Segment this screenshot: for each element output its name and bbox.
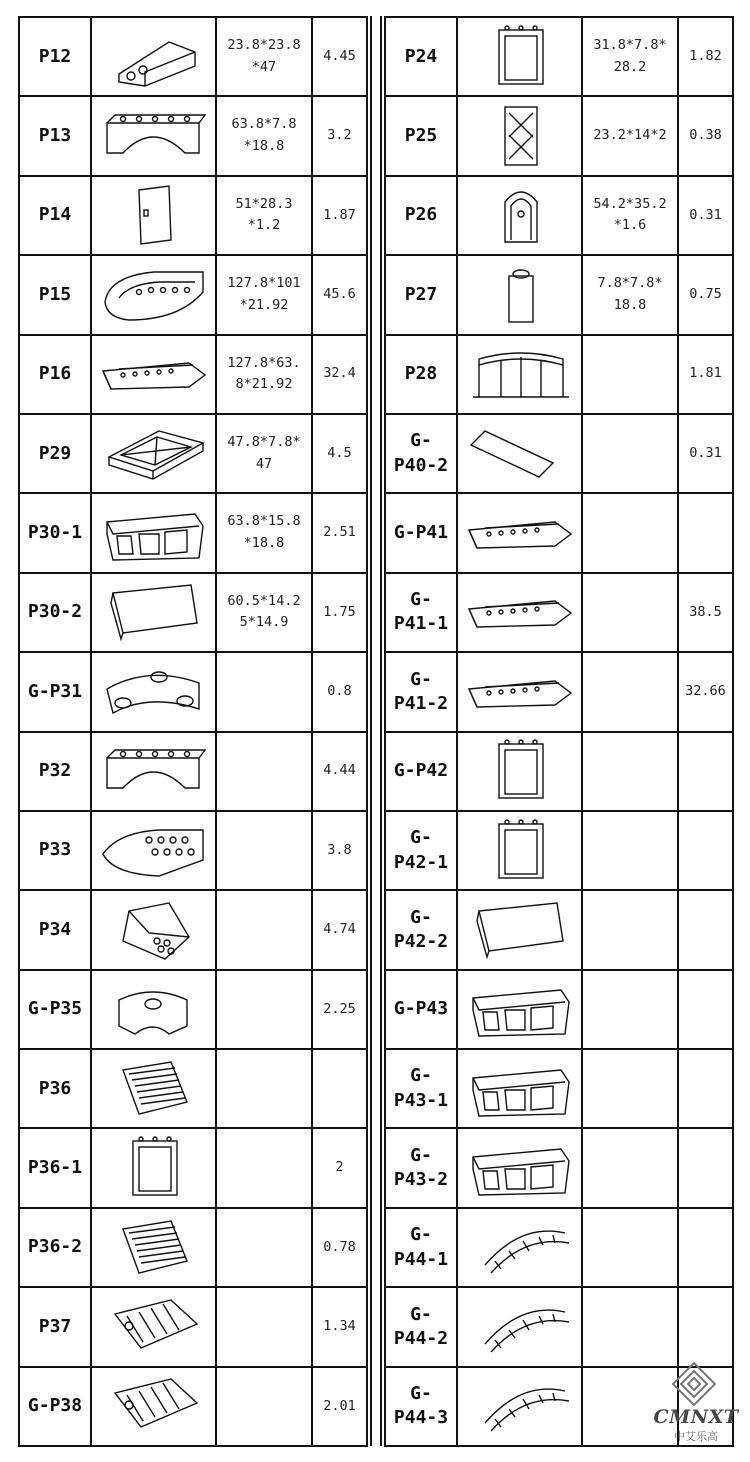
part-code <box>385 1367 457 1446</box>
part-code <box>385 1208 457 1287</box>
part-code-line: G- <box>410 589 432 611</box>
part-image <box>91 652 216 731</box>
dimension-line: 63.8*15.8 <box>227 513 301 530</box>
table-row <box>19 176 367 255</box>
part-weight <box>678 1128 733 1207</box>
part-weight: 1.87 <box>312 176 367 255</box>
table-row <box>385 1208 733 1287</box>
table-row <box>385 17 733 96</box>
track-icon <box>465 1294 575 1360</box>
table-row <box>19 1128 367 1207</box>
panel-icon <box>465 897 575 963</box>
part-dimensions <box>216 1128 312 1207</box>
window-frame-icon <box>99 1135 209 1201</box>
part-code-line: G- <box>410 906 432 928</box>
part-dimensions <box>216 335 312 414</box>
ladder-icon <box>99 1294 209 1360</box>
part-weight: 32.4 <box>312 335 367 414</box>
part-weight: 3.2 <box>312 96 367 175</box>
part-code <box>385 652 457 731</box>
part-code-line: P15 <box>38 283 72 305</box>
curved-brick-icon <box>99 659 209 725</box>
part-code-line: P32 <box>38 760 72 782</box>
part-code <box>385 96 457 175</box>
table-row <box>19 811 367 890</box>
part-code <box>385 255 457 334</box>
part-weight: 2 <box>312 1128 367 1207</box>
part-dimensions <box>216 573 312 652</box>
table-row <box>19 335 367 414</box>
table-row <box>19 573 367 652</box>
part-dimensions <box>582 890 678 969</box>
part-code-line: P13 <box>38 124 72 146</box>
part-code <box>19 970 91 1049</box>
part-code <box>385 17 457 96</box>
fence-icon <box>465 341 575 407</box>
part-weight <box>678 1287 733 1366</box>
window-frame-icon <box>465 738 575 804</box>
part-code <box>19 1287 91 1366</box>
table-row <box>385 1128 733 1207</box>
dimension-line: 23.8*23.8 <box>227 37 301 54</box>
part-weight: 0.8 <box>312 652 367 731</box>
window-frame-icon <box>465 24 575 90</box>
part-image <box>91 176 216 255</box>
part-code-line: P25 <box>404 124 438 146</box>
part-dimensions <box>216 732 312 811</box>
part-dimensions <box>216 970 312 1049</box>
part-code <box>385 493 457 572</box>
part-weight: 4.5 <box>312 414 367 493</box>
watermark-brand: CMNXT <box>653 1406 739 1428</box>
part-code-line: P16 <box>38 363 72 385</box>
boat-hull-icon <box>99 341 209 407</box>
table-row <box>385 970 733 1049</box>
part-image <box>91 96 216 175</box>
part-code <box>385 414 457 493</box>
part-image <box>457 1367 582 1446</box>
part-dimensions <box>582 1128 678 1207</box>
table-row <box>19 970 367 1049</box>
wedge-plate-icon <box>99 818 209 884</box>
part-weight <box>678 732 733 811</box>
part-code <box>19 414 91 493</box>
track-icon <box>465 1373 575 1439</box>
part-image <box>91 414 216 493</box>
dimension-line: *47 <box>251 58 277 75</box>
boat-bow-icon <box>99 262 209 328</box>
part-weight: 4.74 <box>312 890 367 969</box>
part-code <box>19 17 91 96</box>
part-code-line: P41-1 <box>393 613 449 635</box>
dimension-line: 47.8*7.8* <box>227 434 301 451</box>
part-code-line: P42-1 <box>393 851 449 873</box>
part-weight: 1.82 <box>678 17 733 96</box>
dimension-line: *18.8 <box>243 535 285 552</box>
part-code <box>385 890 457 969</box>
part-code <box>19 335 91 414</box>
arch-brick-icon <box>99 103 209 169</box>
part-code-line: G- <box>410 1224 432 1246</box>
part-dimensions <box>216 414 312 493</box>
part-weight: 4.44 <box>312 732 367 811</box>
part-code-line: G- <box>410 1144 432 1166</box>
table-row <box>385 732 733 811</box>
windscreen-icon <box>465 976 575 1042</box>
part-weight: 0.78 <box>312 1208 367 1287</box>
dimension-line: 60.5*14.2 <box>227 592 301 609</box>
part-weight: 2.01 <box>312 1367 367 1446</box>
table-row <box>385 255 733 334</box>
ladder-icon <box>99 1373 209 1439</box>
part-code-line: P14 <box>38 204 72 226</box>
part-dimensions <box>582 573 678 652</box>
part-weight <box>678 890 733 969</box>
part-dimensions <box>582 17 678 96</box>
part-dimensions <box>216 890 312 969</box>
part-image <box>457 732 582 811</box>
part-weight <box>678 1208 733 1287</box>
track-icon <box>465 1215 575 1281</box>
part-dimensions <box>582 493 678 572</box>
table-row <box>385 96 733 175</box>
part-image <box>91 970 216 1049</box>
watermark-sub: 中艾乐高 <box>674 1430 718 1443</box>
shutter-icon <box>99 1056 209 1122</box>
dimension-line: 18.8 <box>613 296 647 313</box>
part-image <box>457 970 582 1049</box>
part-weight: 1.34 <box>312 1287 367 1366</box>
part-code <box>19 652 91 731</box>
parts-table-right <box>384 16 734 1447</box>
table-row <box>19 652 367 731</box>
part-code-line: G- <box>410 1383 432 1405</box>
part-image <box>457 1208 582 1287</box>
slope-corner-icon <box>99 897 209 963</box>
part-code <box>19 96 91 175</box>
dimension-line: 5*14.9 <box>239 614 289 631</box>
table-row <box>19 1367 367 1446</box>
part-dimensions <box>582 1049 678 1128</box>
part-dimensions <box>582 970 678 1049</box>
windscreen-icon <box>465 1056 575 1122</box>
part-dimensions <box>216 176 312 255</box>
double-column-divider <box>368 16 384 1446</box>
part-image <box>457 1049 582 1128</box>
part-code <box>385 970 457 1049</box>
table-row <box>19 96 367 175</box>
part-image <box>457 335 582 414</box>
table-row <box>385 890 733 969</box>
part-image <box>457 96 582 175</box>
part-code-line: P33 <box>38 839 72 861</box>
door-panel-icon <box>99 182 209 248</box>
part-image <box>457 1128 582 1207</box>
part-weight: 32.66 <box>678 652 733 731</box>
slope-brick-icon <box>99 24 209 90</box>
part-dimensions <box>216 1208 312 1287</box>
part-code <box>19 1049 91 1128</box>
part-code-line: P34 <box>38 918 72 940</box>
part-image <box>91 890 216 969</box>
part-code <box>19 493 91 572</box>
dimension-line: 54.2*35.2 <box>593 195 667 212</box>
table-row <box>385 176 733 255</box>
table-row <box>19 732 367 811</box>
part-dimensions <box>582 96 678 175</box>
part-code-line: P43-1 <box>393 1089 449 1111</box>
part-code <box>385 176 457 255</box>
part-dimensions <box>582 652 678 731</box>
part-dimensions <box>582 1287 678 1366</box>
part-image <box>91 732 216 811</box>
part-dimensions <box>216 652 312 731</box>
part-dimensions <box>216 255 312 334</box>
part-image <box>91 493 216 572</box>
parts-table-left <box>18 16 368 1447</box>
part-weight: 1.81 <box>678 335 733 414</box>
part-dimensions <box>216 1049 312 1128</box>
parts-sheet <box>18 16 732 1446</box>
part-code-line: P44-2 <box>393 1327 449 1349</box>
dimension-line: 28.2 <box>613 58 647 75</box>
dimension-line: 51*28.3 <box>235 195 293 212</box>
part-dimensions <box>582 176 678 255</box>
part-weight: 4.45 <box>312 17 367 96</box>
windscreen-icon <box>99 500 209 566</box>
part-code <box>19 573 91 652</box>
part-code <box>385 335 457 414</box>
part-dimensions <box>582 1208 678 1287</box>
shutter-icon <box>99 1215 209 1281</box>
table-row <box>385 414 733 493</box>
part-dimensions <box>582 414 678 493</box>
part-image <box>91 811 216 890</box>
part-image <box>457 890 582 969</box>
part-weight: 38.5 <box>678 573 733 652</box>
part-code-line: P24 <box>404 45 438 67</box>
dimension-line: 127.8*101 <box>227 275 301 292</box>
dimension-line: 127.8*63. <box>227 354 301 371</box>
table-row <box>19 17 367 96</box>
part-code-line: G- <box>410 827 432 849</box>
part-dimensions <box>582 255 678 334</box>
part-dimensions <box>216 811 312 890</box>
part-code-line: G-P35 <box>27 998 83 1020</box>
part-weight: 2.25 <box>312 970 367 1049</box>
window-frame-icon <box>465 818 575 884</box>
table-row <box>385 1287 733 1366</box>
part-code <box>385 1128 457 1207</box>
brick-1x1-icon <box>465 262 575 328</box>
part-dimensions <box>216 493 312 572</box>
part-code-line: P36 <box>38 1077 72 1099</box>
part-code-line: P42-2 <box>393 930 449 952</box>
table-row <box>385 573 733 652</box>
part-image <box>457 811 582 890</box>
part-code <box>385 573 457 652</box>
part-code-line: G-P41 <box>393 521 449 543</box>
part-image <box>457 176 582 255</box>
dimension-line: *1.2 <box>247 217 281 234</box>
part-dimensions <box>582 811 678 890</box>
part-code-line: P36-2 <box>27 1236 83 1258</box>
table-row <box>19 890 367 969</box>
part-weight: 1.75 <box>312 573 367 652</box>
part-code-line: P29 <box>38 442 72 464</box>
dimension-line: 8*21.92 <box>235 376 293 393</box>
part-dimensions <box>216 96 312 175</box>
table-row <box>19 493 367 572</box>
arched-door-icon <box>465 182 575 248</box>
part-dimensions <box>582 335 678 414</box>
dimension-line: *1.6 <box>613 217 647 234</box>
dimension-line: *18.8 <box>243 138 285 155</box>
part-dimensions <box>216 1287 312 1366</box>
curved-slope-icon <box>99 976 209 1042</box>
part-weight: 0.38 <box>678 96 733 175</box>
arch-brick-icon <box>99 738 209 804</box>
part-weight <box>312 1049 367 1128</box>
boat-hull-icon <box>465 579 575 645</box>
frame-icon <box>99 421 209 487</box>
lattice-window-icon <box>465 103 575 169</box>
panel-icon <box>99 579 209 645</box>
part-code-line: P30-1 <box>27 521 83 543</box>
part-image <box>91 255 216 334</box>
part-image <box>91 1208 216 1287</box>
part-code <box>19 1128 91 1207</box>
dimension-line: 47 <box>255 455 273 472</box>
dimension-line: 23.2*14*2 <box>593 127 667 144</box>
part-code-line: P37 <box>38 1315 72 1337</box>
part-code-line: G-P31 <box>27 680 83 702</box>
part-code <box>19 1208 91 1287</box>
part-code-line: P27 <box>404 283 438 305</box>
part-image <box>457 1287 582 1366</box>
table-row <box>19 1049 367 1128</box>
table-row <box>19 255 367 334</box>
part-code <box>385 811 457 890</box>
part-code <box>19 811 91 890</box>
part-code-line: G- <box>410 668 432 690</box>
part-weight: 2.51 <box>312 493 367 572</box>
part-weight: 3.8 <box>312 811 367 890</box>
dimension-line: *21.92 <box>239 296 289 313</box>
part-code <box>385 1287 457 1366</box>
table-row <box>385 335 733 414</box>
boat-hull-icon <box>465 500 575 566</box>
part-code-line: P28 <box>404 363 438 385</box>
part-weight <box>678 811 733 890</box>
part-weight <box>678 970 733 1049</box>
dimension-line: 63.8*7.8 <box>231 116 297 133</box>
part-image <box>457 493 582 572</box>
part-image <box>91 573 216 652</box>
part-weight <box>678 493 733 572</box>
part-code <box>385 732 457 811</box>
part-image <box>457 17 582 96</box>
part-code-line: P44-3 <box>393 1407 449 1429</box>
part-code-line: G- <box>410 430 432 452</box>
part-weight: 0.31 <box>678 414 733 493</box>
part-code-line: P41-2 <box>393 692 449 714</box>
part-image <box>91 1128 216 1207</box>
table-row <box>385 493 733 572</box>
part-code <box>19 1367 91 1446</box>
part-code <box>19 890 91 969</box>
part-image <box>91 335 216 414</box>
part-code-line: P40-2 <box>393 454 449 476</box>
part-dimensions <box>582 732 678 811</box>
part-code-line: G-P42 <box>393 760 449 782</box>
part-image <box>457 573 582 652</box>
part-code-line: G- <box>410 1303 432 1325</box>
part-code-line: P44-1 <box>393 1248 449 1270</box>
boat-hull-icon <box>465 659 575 725</box>
part-image <box>457 652 582 731</box>
part-image <box>457 414 582 493</box>
tile-icon <box>465 421 575 487</box>
table-row <box>385 811 733 890</box>
part-image <box>91 1367 216 1446</box>
watermark <box>650 1360 742 1450</box>
dimension-line: 7.8*7.8* <box>597 275 663 292</box>
part-code <box>385 1049 457 1128</box>
part-code-line: G-P43 <box>393 998 449 1020</box>
part-code-line: P26 <box>404 204 438 226</box>
logo-icon <box>670 1360 718 1408</box>
table-row <box>19 1287 367 1366</box>
part-dimensions <box>216 1367 312 1446</box>
part-image <box>457 255 582 334</box>
part-weight: 0.75 <box>678 255 733 334</box>
table-row <box>385 1049 733 1128</box>
windscreen-icon <box>465 1135 575 1201</box>
part-image <box>91 1049 216 1128</box>
part-weight: 0.31 <box>678 176 733 255</box>
part-dimensions <box>216 17 312 96</box>
part-code-line: P43-2 <box>393 1169 449 1191</box>
part-code <box>19 255 91 334</box>
part-code-line: P12 <box>38 45 72 67</box>
part-image <box>91 1287 216 1366</box>
part-weight <box>678 1049 733 1128</box>
part-code-line: P36-1 <box>27 1157 83 1179</box>
table-row <box>385 652 733 731</box>
part-code-line: G- <box>410 1065 432 1087</box>
part-image <box>91 17 216 96</box>
part-code <box>19 732 91 811</box>
part-code <box>19 176 91 255</box>
part-weight: 45.6 <box>312 255 367 334</box>
dimension-line: 31.8*7.8* <box>593 37 667 54</box>
part-code-line: G-P38 <box>27 1395 83 1417</box>
table-row <box>19 414 367 493</box>
part-code-line: P30-2 <box>27 601 83 623</box>
table-row <box>19 1208 367 1287</box>
